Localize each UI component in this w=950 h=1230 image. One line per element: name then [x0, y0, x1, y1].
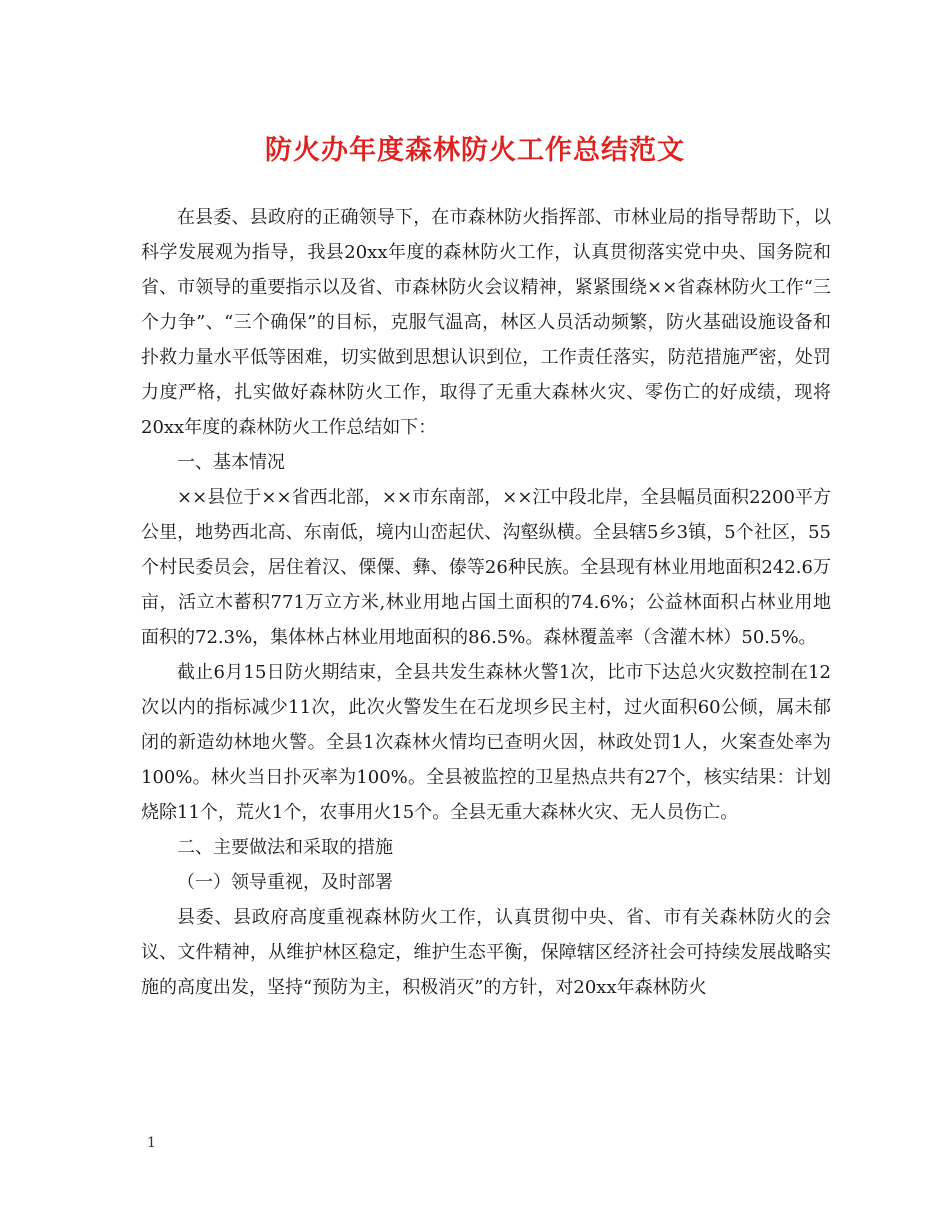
- page-number: 1: [147, 1135, 156, 1151]
- fire-statistics-paragraph: 截止6月15日防火期结束，全县共发生森林火警1次，比市下达总火灾数控制在12次以内的指标减少11次，此次火警发生在石龙坝乡民主村，过火面积60公倾，属未郁闭的新造幼林地火警。全县1次森林火情均已查明火因，林政处罚1人，火案查处率为100%。林火当日扑灭率为100%。全县被监控的卫星热点共有27个，核实结果：计划烧除11个，荒火1个，农事用火15个。全县无重大森林火灾、无人员伤亡。: [141, 662, 831, 823]
- leadership-paragraph: 县委、县政府高度重视森林防火工作，认真贯彻中央、省、市有关森林防火的会议、文件精神，从维护林区稳定，维护生态平衡，保障辖区经济社会可持续发展战略实施的高度出发，坚持“预防为主，积极消灭”的方针，对20xx年森林防火: [141, 907, 831, 998]
- intro-paragraph: 在县委、县政府的正确领导下，在市森林防火指挥部、市林业局的指导帮助下，以科学发展观为指导，我县20xx年度的森林防火工作，认真贯彻落实党中央、国务院和省、市领导的重要指示以及省、市森林防火会议精神，紧紧围绕××省森林防火工作“三个力争”、“三个确保”的目标，克服气温高，林区人员活动频繁，防火基础设施设备和扑救力量水平低等困难，切实做到思想认识到位，工作责任落实，防范措施严密，处罚力度严格，扎实做好森林防火工作，取得了无重大森林火灾、零伤亡的好成绩，现将20xx年度的森林防火工作总结如下：: [141, 207, 831, 438]
- basic-situation-paragraph: ××县位于××省西北部，××市东南部，××江中段北岸，全县幅员面积2200平方公里，地势西北高、东南低，境内山峦起伏、沟壑纵横。全县辖5乡3镇，5个社区，55个村民委员会，居住着汉、傈僳、彝、傣等26种民族。全县现有林业用地面积242.6万亩，活立木蓄积771万立方米,林业用地占国土面积的74.6%；公益林面积占林业用地面积的72.3%，集体林占林业用地面积的86.5%。森林覆盖率（含灌木林）50.5%。: [141, 487, 831, 648]
- section-heading-basic-situation: 一、基本情况: [177, 452, 285, 473]
- document-body: [141, 200, 831, 1005]
- document-title: 防火办年度森林防火工作总结范文: [265, 135, 685, 166]
- section-heading-measures: 二、主要做法和采取的措施: [177, 837, 393, 858]
- subsection-heading-leadership: （一）领导重视，及时部署: [177, 872, 393, 893]
